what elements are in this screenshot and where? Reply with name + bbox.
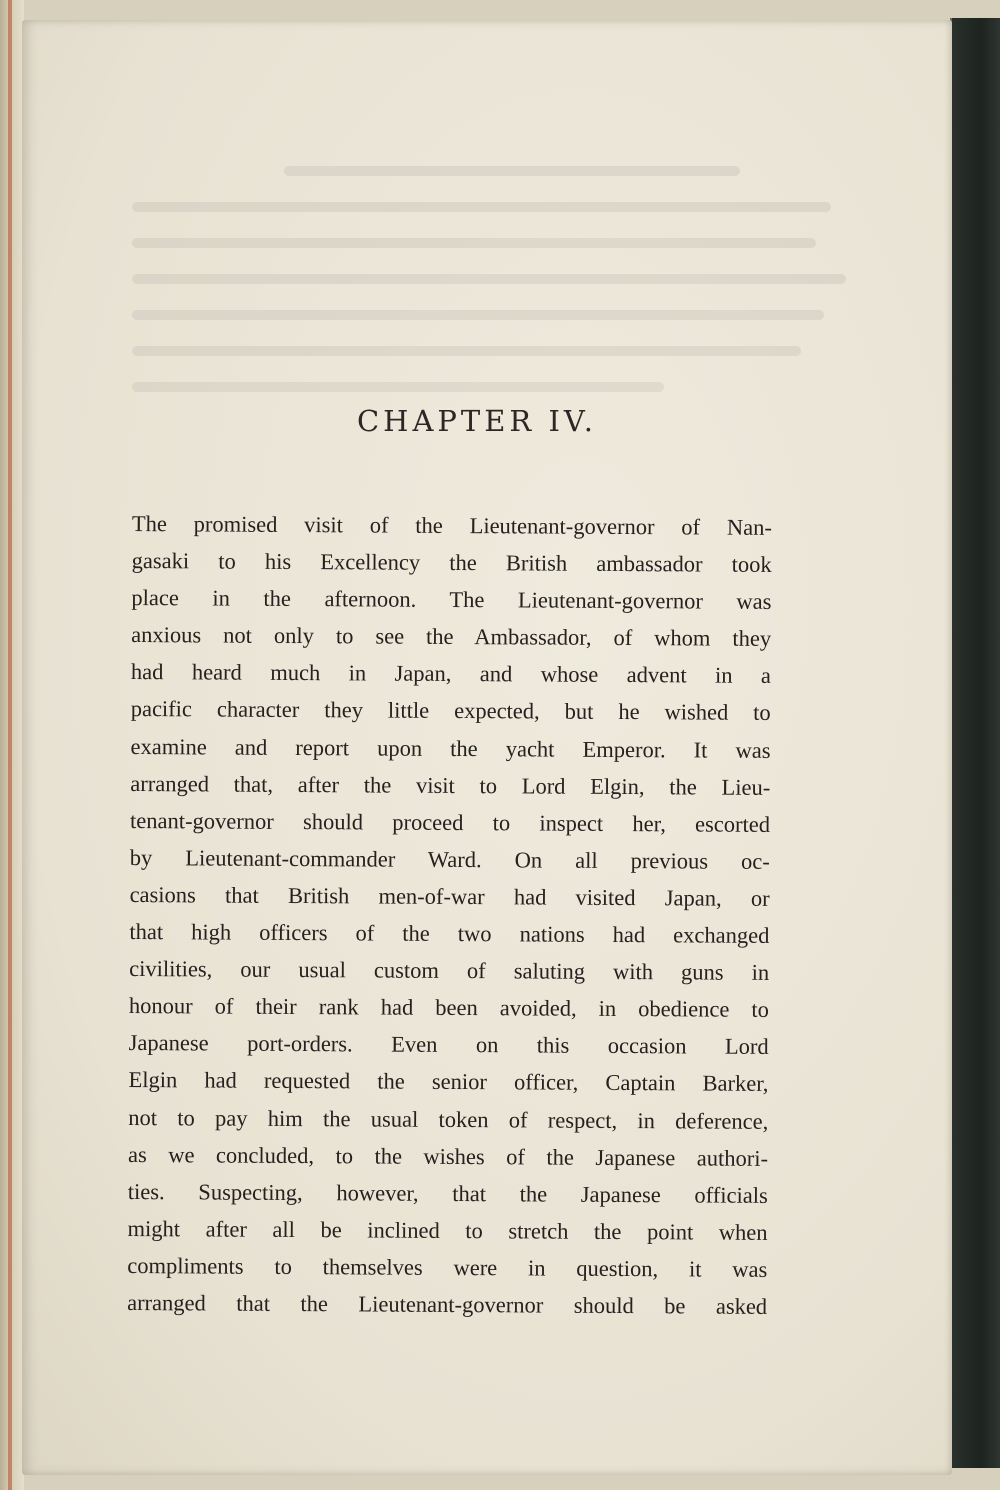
text-line-17: not to pay him the usual token of respect, in deference,	[128, 1104, 769, 1134]
text-line-5: had heard much in Japan, and whose advent in a	[130, 659, 772, 689]
text-line-8: arranged that, after the visit to Lord Elgin, the Lieu-	[130, 770, 771, 800]
text-line-11: casions that British men-of-war had visited Japan, or	[129, 881, 770, 911]
book-page	[22, 20, 952, 1475]
text-line-1: The promised visit of the Lieutenant-governor of Nan-	[131, 510, 772, 540]
text-line-22: arranged that the Lieutenant-governor should be asked	[127, 1289, 768, 1319]
text-line-20: might after all be inclined to stretch the point when	[127, 1215, 768, 1245]
text-line-19: ties. Suspecting, however, that the Japanese officials	[127, 1178, 768, 1208]
text-line-14: honour of their rank had been avoided, in obedience to	[128, 993, 770, 1023]
text-line-18: as we concluded, to the wishes of the Japanese authori-	[127, 1141, 769, 1171]
body-text	[127, 505, 772, 1325]
book-cover-edge	[950, 18, 1000, 1468]
left-page-edge	[0, 0, 24, 1490]
text-line-7: examine and report upon the yacht Emperor. It was	[130, 733, 771, 763]
text-line-9: tenant-governor should proceed to inspect her, escorted	[129, 807, 771, 837]
text-line-13: civilities, our usual custom of saluting with guns in	[129, 956, 770, 986]
text-line-3: place in the afternoon. The Lieutenant-governor was	[131, 585, 772, 615]
text-line-12: that high officers of the two nations had exchanged	[129, 919, 770, 948]
text-line-4: anxious not only to see the Ambassador, of whom they	[131, 622, 772, 652]
text-line-10: by Lieutenant-commander Ward. On all previous oc-	[129, 844, 770, 874]
text-line-16: Elgin had requested the senior officer, Captain Barker,	[128, 1067, 769, 1097]
chapter-title: CHAPTER IV.	[356, 404, 598, 438]
text-line-6: pacific character they little expected, but he wished to	[130, 696, 771, 726]
text-line-15: Japanese port-orders. Even on this occasion Lord	[128, 1030, 769, 1060]
text-line-21: compliments to themselves were in question, it was	[127, 1252, 768, 1282]
text-line-2: gasaki to his Excellency the British ambassador took	[131, 548, 772, 578]
